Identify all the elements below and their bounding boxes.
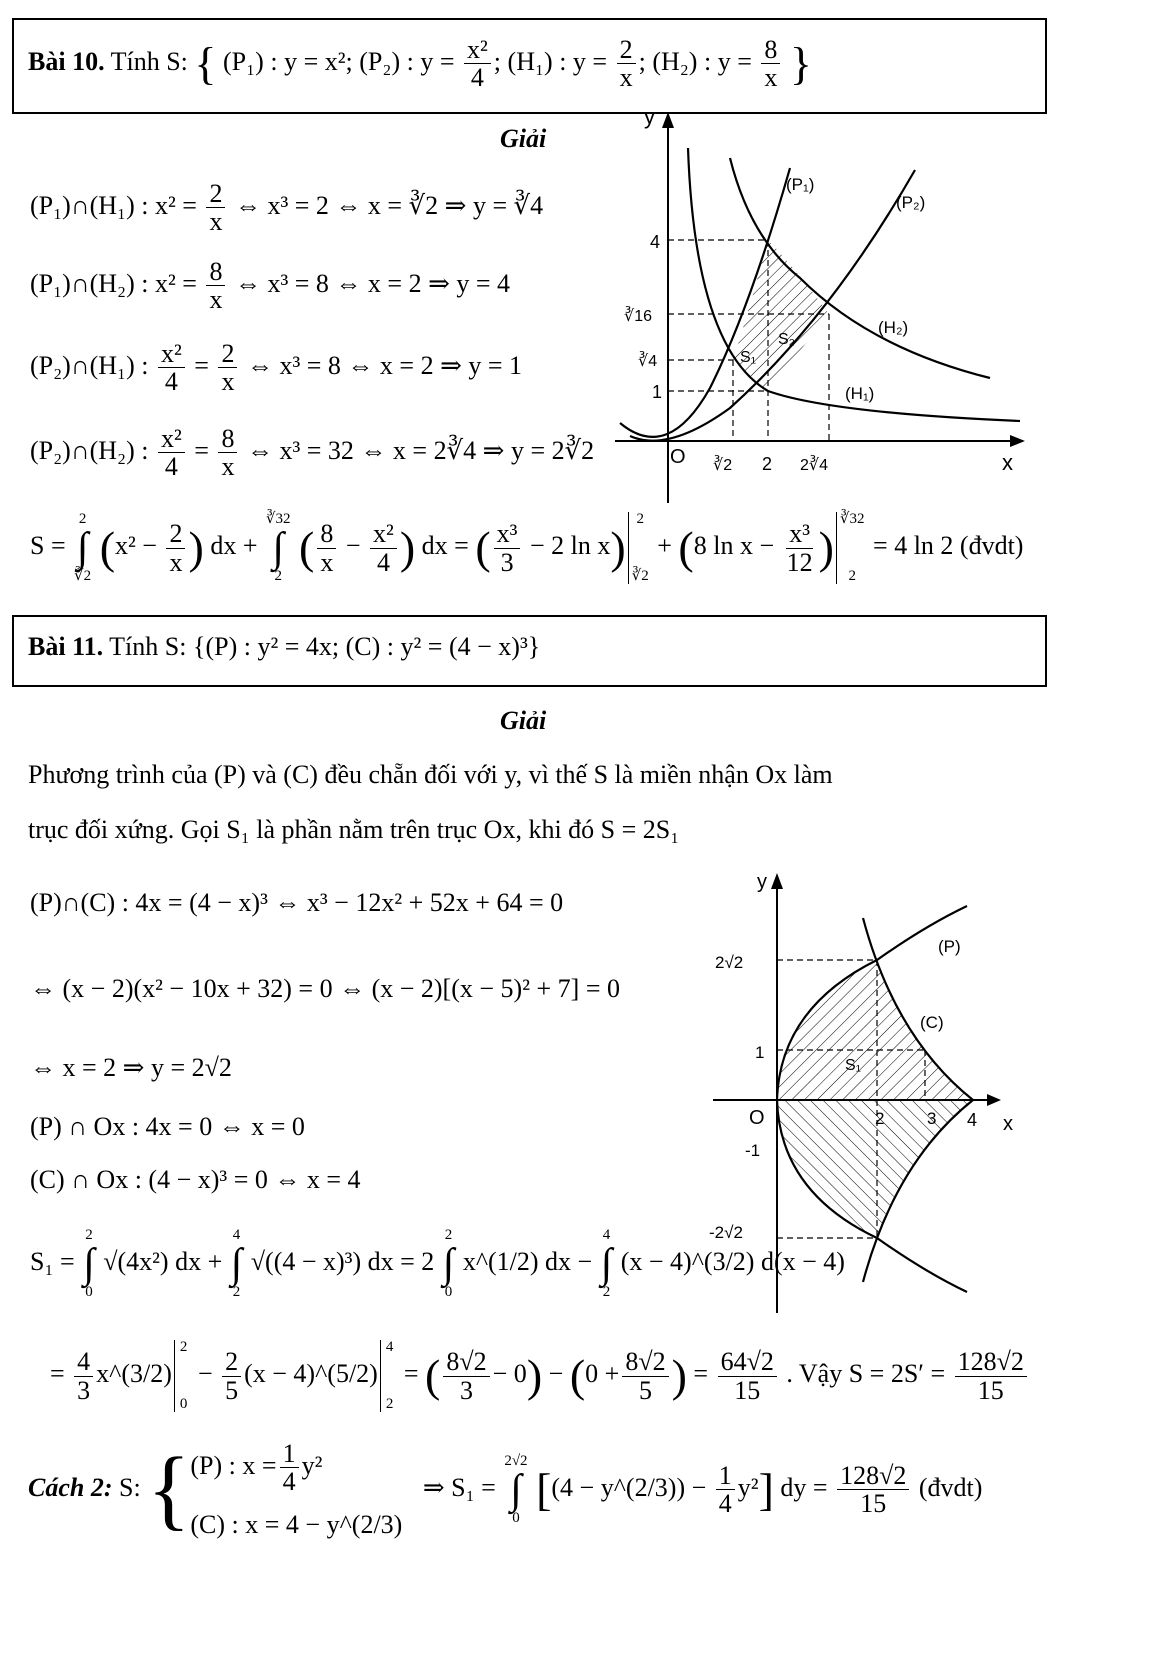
bai11-eval-r-den: 15 bbox=[734, 1375, 761, 1405]
bai10-line-3-den: 4 bbox=[164, 367, 178, 397]
bai11-y-arrow bbox=[771, 873, 783, 889]
bai11-int-b-upper: 4 bbox=[232, 1227, 241, 1243]
bai10-int1-lower: ∛2 bbox=[74, 568, 92, 584]
bai10-h1-lhs: (H₁) : y = bbox=[507, 46, 608, 76]
bai11-s1-evaluation: = $\frac{4}{3}$ x^(3/2) 2 0 − $\frac{2}{5}$ (x − 4)^(5/2) 4 2 = ( $\frac{8√2}{3}$ − 0) − (0 + $\frac{8√2}{5}$ ) = $\frac{64√2}{15}$ . Vậy S = 2S′ = $\frac{128√2}{15}$ bbox=[50, 1340, 1030, 1412]
bai11-problem-text: Tính S: bbox=[109, 632, 187, 661]
bai11-eval-e2-upper: 4 bbox=[385, 1339, 394, 1355]
bai10-h2-lhs: (H₂) : y = bbox=[652, 46, 752, 76]
bai11-problem-statement bbox=[28, 632, 540, 662]
bai11-eval-minus: − bbox=[197, 1358, 213, 1388]
bai11-int-d-body: (x − 4)^(3/2) d(x − 4) bbox=[620, 1246, 845, 1276]
bai11-eval-p1-den: 3 bbox=[460, 1375, 473, 1405]
bai11-ytick-2sqrt2: 2√2 bbox=[715, 953, 744, 972]
bai11-cach2-p-num: 1 bbox=[280, 1440, 299, 1468]
bai11-int-c-lower: 0 bbox=[444, 1284, 453, 1300]
bai10-int2-upper: ∛32 bbox=[265, 511, 291, 527]
bai11-s1-lhs: S₁ = bbox=[30, 1246, 75, 1276]
bai11-line-3: ⇔ x = 2 ⇒ y = 2√2 bbox=[30, 1053, 232, 1082]
bai10-ytick-cbrt16: ∛16 bbox=[624, 308, 652, 325]
bai11-int-b-body: √((4 − x)³) dx = 2 bbox=[250, 1246, 435, 1276]
bai10-p2-num: x² bbox=[464, 36, 491, 64]
bai10-int1-upper: 2 bbox=[78, 511, 87, 527]
bai11-cach2-upper: 2√2 bbox=[504, 1452, 528, 1469]
bai10-res1-upper: 2 bbox=[636, 511, 644, 527]
bai11-eval-t1: x^(3/2) bbox=[96, 1358, 172, 1388]
bai10-p1: (P₁) : y = x² bbox=[223, 46, 346, 76]
bai11-eval-p2-num: 8√2 bbox=[622, 1348, 668, 1376]
bai10-label-h1: (H₁) bbox=[845, 384, 875, 403]
bai11-int-a-body: √(4x²) dx + bbox=[103, 1246, 223, 1276]
bai10-res-plus: + bbox=[657, 530, 672, 560]
bai10-int2-dx: dx = bbox=[421, 530, 469, 560]
bai10-line-4-mid: = bbox=[194, 435, 209, 465]
bai10-line-3-rhs: ⇔ x³ = 8 ⇔ x = 2 ⇒ y = 1 bbox=[246, 350, 523, 380]
bai11-cach2: Cách 2: S: { (P) : x = $\frac{1}{4}$ y² (C) : x = 4 − y^(2/3) ⇒ S₁ = 2√2 ∫ 0 [(4 − y^(2/3)) − $\frac{1}{4}$ y²] dy = $\frac{128√2}{15}$ (đvdt) bbox=[28, 1439, 983, 1539]
bai11-paragraph-2: trục đối xứng. Gọi S₁ là phần nằm trên trục Ox, khi đó S = 2S₁ bbox=[28, 815, 680, 844]
bai11-eval-eq2: = bbox=[403, 1358, 419, 1388]
bai11-eval-f2-den: 5 bbox=[225, 1375, 239, 1405]
bai11-cach2-res-num: 128√2 bbox=[837, 1462, 909, 1490]
bai10-p2-den: 4 bbox=[470, 63, 484, 93]
bai11-eval-p2-den: 5 bbox=[638, 1375, 652, 1405]
bai11-eval-p2-head: 0 + bbox=[585, 1358, 620, 1388]
bai11-line-4: (P) ∩ Ox : 4x = 0 ⇔ x = 0 bbox=[30, 1112, 305, 1141]
bai10-res1-tail: − 2 ln x bbox=[529, 530, 611, 560]
bai11-curves: {(P) : y² = 4x; (C) : y² = (4 − x)³} bbox=[192, 632, 541, 661]
bai10-origin: O bbox=[670, 446, 686, 468]
bai11-paragraph-1: Phương trình của (P) và (C) đều chẵn đối với y, vì thế S là miền nhận Ox làm bbox=[28, 760, 833, 789]
bai10-line-2-num: 8 bbox=[206, 258, 225, 286]
bai11-eval-f1-num: 4 bbox=[74, 1348, 93, 1376]
bai10-h2-den: x bbox=[764, 63, 778, 93]
bai11-cach2-dy: dy = bbox=[780, 1472, 828, 1502]
bai10-y-arrow bbox=[662, 112, 674, 128]
bai10-graph bbox=[600, 108, 1040, 508]
bai11-cach2-body-den: 4 bbox=[718, 1489, 732, 1519]
bai10-line-4-num2: 8 bbox=[218, 425, 237, 453]
bai10-res1-lower: ∛2 bbox=[631, 568, 649, 584]
bai11-cach2-lower: 0 bbox=[512, 1509, 520, 1526]
bai10-label-p2: (P₂) bbox=[896, 193, 926, 212]
bai11-cach2-s: S: bbox=[119, 1472, 141, 1502]
bai11-xtick-3: 3 bbox=[927, 1109, 937, 1128]
bai11-final-num: 128√2 bbox=[955, 1348, 1027, 1376]
bai10-y-label: y bbox=[644, 108, 655, 129]
bai10-x-arrow bbox=[1010, 435, 1025, 447]
bai11-cach2-body-a: (4 − y^(2/3)) − bbox=[551, 1472, 707, 1502]
bai10-giai-heading: Giải bbox=[500, 124, 547, 153]
bai11-eval-e2-lower: 2 bbox=[385, 1396, 394, 1412]
bai11-cach2-res-den: 15 bbox=[860, 1489, 887, 1519]
bai10-line-1-rhs: ⇔ x³ = 2 ⇔ x = ∛2 ⇒ y = ∛4 bbox=[234, 190, 544, 220]
bai10-res2-num: x³ bbox=[786, 520, 813, 548]
bai11-label-s1: S₁ bbox=[845, 1057, 862, 1074]
bai11-x-label: x bbox=[1003, 1113, 1013, 1135]
bai11-eval-conclusion: . Vậy S = 2S′ = bbox=[786, 1358, 946, 1388]
bai11-eval-t2: (x − 4)^(5/2) bbox=[244, 1358, 378, 1388]
bai11-cach2-p-lhs: (P) : x = bbox=[190, 1450, 277, 1480]
bai11-eval-f1-den: 3 bbox=[77, 1375, 91, 1405]
bai11-origin: O bbox=[749, 1107, 765, 1129]
bai10-line-3-lhs: (P₂)∩(H₁) : bbox=[30, 350, 149, 380]
bai11-label-p: (P) bbox=[938, 937, 961, 956]
bai10-ytick-4: 4 bbox=[650, 232, 661, 252]
bai11-line-2: ⇔ (x − 2)(x² − 10x + 32) = 0 ⇔ (x − 2)[(x − 5)² + 7] = 0 bbox=[30, 974, 620, 1003]
bai10-line-2-lhs: (P₁)∩(H₂) : x² = bbox=[30, 268, 197, 298]
bai10-line-1-num: 2 bbox=[206, 180, 225, 208]
bai10-int1-dx: dx + bbox=[210, 530, 258, 560]
bai11-cach2-label: Cách 2: bbox=[28, 1472, 113, 1502]
bai10-problem-text: Tính S: bbox=[110, 46, 188, 76]
bai11-cach2-body-b: y² bbox=[737, 1472, 759, 1502]
bai10-region-s1 bbox=[733, 240, 768, 391]
bai10-ytick-cbrt4: ∛4 bbox=[638, 353, 658, 370]
bai11-giai-heading: Giải bbox=[500, 706, 547, 735]
bai10-line-4-den2: x bbox=[221, 452, 235, 482]
bai10-h1-den: x bbox=[619, 63, 633, 93]
bai10-res2-lower: 2 bbox=[848, 568, 856, 584]
bai10-label-h2: (H₂) bbox=[878, 318, 909, 337]
bai10-problem-statement: Bài 10. Tính S: { (P₁) : y = x²; (P₂) : y = $\frac{\text{x²}}{4}$ ; (H₁) : y = $\frac{2}{x}$ ; (H₂) : y = $\frac{8}{x}$ } bbox=[28, 35, 812, 93]
bai11-x-arrow bbox=[987, 1094, 1001, 1106]
bai10-xtick-cbrt2: ∛2 bbox=[713, 457, 733, 474]
bai10-ytick-1: 1 bbox=[652, 382, 663, 402]
bai11-y-label: y bbox=[757, 871, 767, 893]
bai11-int-a-upper: 2 bbox=[85, 1227, 93, 1243]
bai11-eval-p1-num: 8√2 bbox=[443, 1348, 489, 1376]
bai11-cach2-p-den: 4 bbox=[282, 1467, 296, 1497]
bai10-result: = 4 ln 2 (đvdt) bbox=[873, 530, 1024, 560]
bai10-line-2 bbox=[30, 258, 510, 314]
bai10-xtick-2cbrt4: 2∛4 bbox=[800, 457, 828, 474]
bai10-line-3-num2: 2 bbox=[218, 340, 237, 368]
bai10-int2-num2: x² bbox=[370, 520, 397, 548]
bai11-graph bbox=[705, 868, 1040, 1318]
bai11-eval-r-num: 64√2 bbox=[718, 1348, 777, 1376]
bai11-label-c: (C) bbox=[920, 1013, 944, 1032]
bai10-line-1-den: x bbox=[209, 207, 223, 237]
bai11-cach2-c: (C) : x = 4 − y^(2/3) bbox=[190, 1509, 403, 1539]
bai10-label-p1: (P₁) bbox=[786, 175, 815, 194]
bai11-int-c-upper: 2 bbox=[444, 1227, 453, 1243]
bai10-res1-den: 3 bbox=[500, 547, 514, 577]
bai10-int1-num: 2 bbox=[166, 520, 185, 548]
bai10-int2-lower: 2 bbox=[274, 568, 283, 584]
bai11-ytick-neg1: -1 bbox=[745, 1141, 761, 1160]
bai10-line-3-den2: x bbox=[221, 367, 235, 397]
bai10-line-4-lhs: (P₂)∩(H₂) : bbox=[30, 435, 149, 465]
bai10-int-s: S = bbox=[30, 530, 66, 560]
bai11-cach2-p-tail: y² bbox=[301, 1450, 323, 1480]
bai10-int2-minus: − bbox=[345, 530, 361, 560]
bai10-res2-head: 8 ln x − bbox=[693, 530, 775, 560]
bai10-line-3-num: x² bbox=[158, 340, 185, 368]
bai10-label: Bài 10. bbox=[28, 46, 105, 76]
bai11-eval-eq3: = bbox=[693, 1358, 709, 1388]
bai10-xtick-2: 2 bbox=[762, 454, 773, 474]
bai10-int2-num: 8 bbox=[317, 520, 336, 548]
bai11-eval-p1-tail: − 0 bbox=[492, 1358, 527, 1388]
bai11-eval-f2-num: 2 bbox=[222, 1348, 241, 1376]
bai10-line-2-rhs: ⇔ x³ = 8 ⇔ x = 2 ⇒ y = 4 bbox=[234, 268, 511, 298]
bai11-cach2-arrow: ⇒ S₁ = bbox=[422, 1472, 496, 1502]
bai10-label-s2: S₂ bbox=[778, 331, 795, 348]
bai11-line-1: (P)∩(C) : 4x = (4 − x)³ ⇔ x³ − 12x² + 52x + 64 = 0 bbox=[30, 888, 564, 917]
bai10-int2-den: x bbox=[320, 547, 334, 577]
bai11-int-b-lower: 2 bbox=[232, 1284, 241, 1300]
bai10-line-3-mid: = bbox=[194, 350, 209, 380]
bai10-x-label: x bbox=[1002, 450, 1013, 475]
bai11-cach2-body-num: 1 bbox=[716, 1462, 735, 1490]
bai11-int-a-lower: 0 bbox=[85, 1284, 93, 1300]
bai10-label-s1: S₁ bbox=[740, 349, 757, 366]
bai10-line-4-rhs: ⇔ x³ = 32 ⇔ x = 2∛4 ⇒ y = 2∛2 bbox=[246, 435, 595, 465]
bai11-eval-eq: = bbox=[50, 1358, 65, 1388]
bai10-line-4-num: x² bbox=[158, 425, 185, 453]
bai11-ytick-1: 1 bbox=[755, 1043, 765, 1062]
bai11-eval-e1-upper: 2 bbox=[179, 1339, 188, 1355]
bai10-line-1-lhs: (P₁)∩(H₁) : x² = bbox=[30, 190, 197, 220]
bai10-int1-term: x² − bbox=[115, 530, 157, 560]
bai11-xtick-2: 2 bbox=[875, 1109, 885, 1128]
bai10-integral: S = 2 ∫ ∛2 (x² − $\frac{2}{x}$ ) dx + ∛32 ∫ 2 ( $\frac{8}{x}$ − $\frac{\text{x²}}{4}$ ) dx = ( $\frac{\text{x³}}{3}$ − 2 ln x) 2 ∛2 + (8 ln x − $\frac{\text{x³}}{12}$ ) ∛32 2 = 4 ln 2 (đvdt) bbox=[30, 511, 1024, 584]
bai10-region-s2 bbox=[768, 240, 829, 391]
bai11-ytick-neg2sqrt2: -2√2 bbox=[709, 1223, 743, 1242]
bai10-int1-den: x bbox=[169, 547, 183, 577]
bai10-line-4-den: 4 bbox=[164, 452, 178, 482]
bai10-curve-h1 bbox=[688, 148, 1020, 421]
bai11-label: Bài 11. bbox=[28, 632, 104, 661]
bai10-int2-den2: 4 bbox=[376, 547, 390, 577]
bai10-res2-upper: ∛32 bbox=[839, 511, 865, 527]
bai10-line-2-den: x bbox=[209, 285, 223, 315]
bai11-final-den: 15 bbox=[977, 1375, 1004, 1405]
bai10-line-1 bbox=[30, 180, 543, 236]
bai10-res1-num: x³ bbox=[494, 520, 521, 548]
bai11-int-d-upper: 4 bbox=[602, 1227, 611, 1243]
bai11-eval-minus2: − bbox=[548, 1358, 564, 1388]
bai11-cach2-unit: (đvdt) bbox=[918, 1472, 983, 1502]
bai10-h2-num: 8 bbox=[761, 36, 780, 64]
bai10-res2-den: 12 bbox=[786, 547, 813, 577]
bai11-line-5: (C) ∩ Ox : (4 − x)³ = 0 ⇔ x = 4 bbox=[30, 1165, 361, 1194]
bai10-p2-lhs: (P₂) : y = bbox=[359, 46, 455, 76]
bai10-line-4 bbox=[30, 425, 594, 481]
bai10-line-3 bbox=[30, 340, 522, 396]
bai11-int-c-body: x^(1/2) dx − bbox=[462, 1246, 593, 1276]
bai11-eval-e1-lower: 0 bbox=[179, 1396, 188, 1412]
bai11-int-d-lower: 2 bbox=[602, 1284, 611, 1300]
bai11-s1-integral: S₁ = 2 ∫ 0 √(4x²) dx + 4 ∫ 2 √((4 − x)³) dx = 2 2 ∫ 0 x^(1/2) dx − 4 ∫ 2 (x − 4)^(3/2) d(x − 4) bbox=[30, 1227, 845, 1300]
bai10-h1-num: 2 bbox=[617, 36, 636, 64]
bai11-xtick-4: 4 bbox=[967, 1110, 978, 1130]
